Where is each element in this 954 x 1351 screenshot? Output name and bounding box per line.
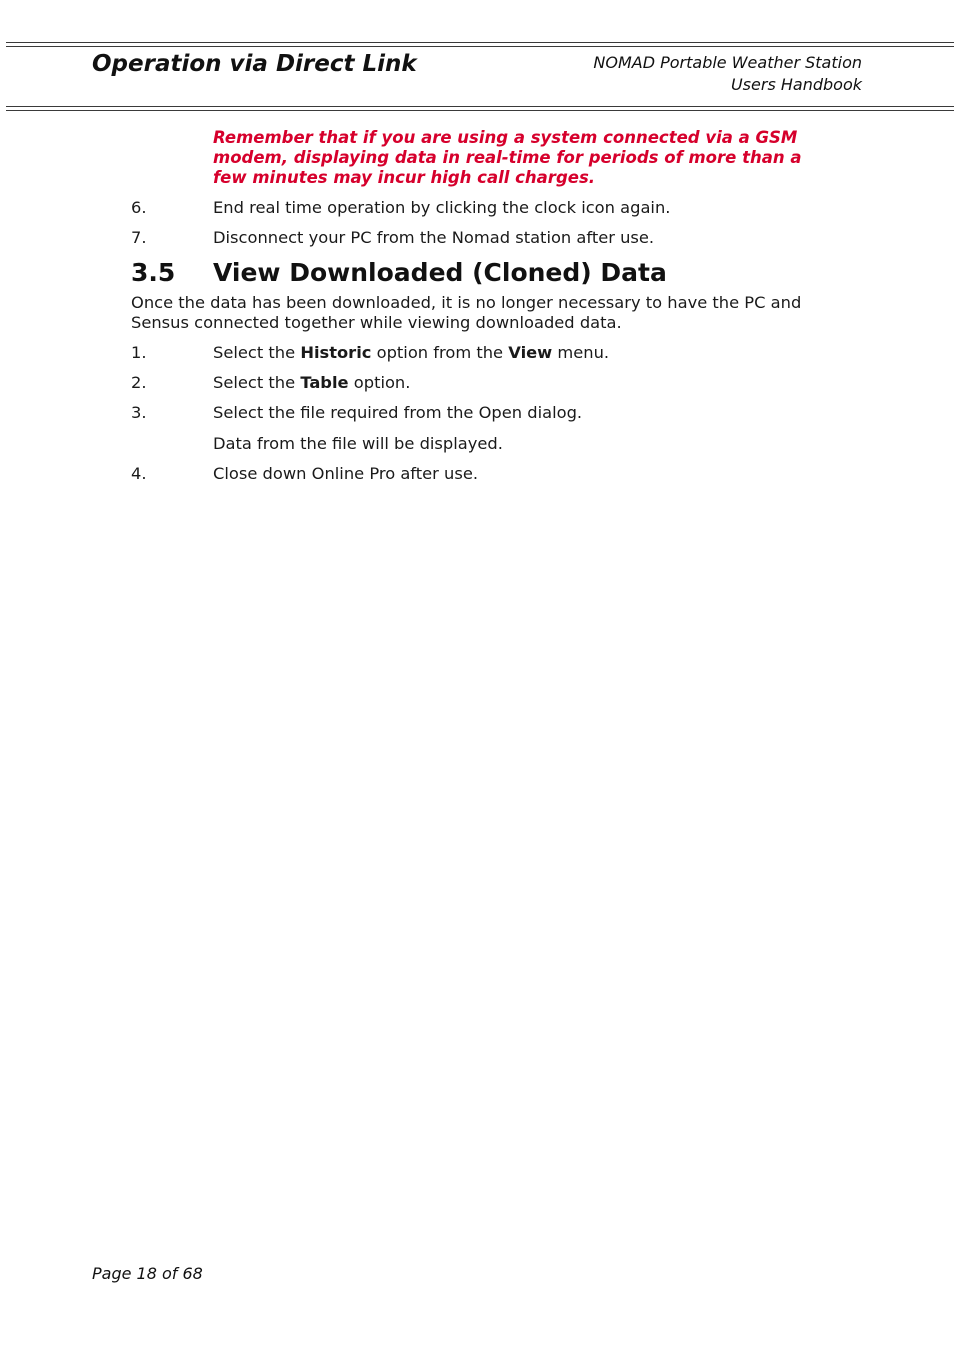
step-note: Data from the file will be displayed.: [213, 434, 503, 453]
list-item-number: 3.: [131, 403, 147, 422]
section-heading: [131, 258, 667, 287]
page-number: Page 18 of 68: [92, 1264, 203, 1283]
list-item-text: Disconnect your PC from the Nomad station after use.: [213, 228, 655, 247]
list-item-number: 2.: [131, 373, 147, 392]
list-item-text: Close down Online Pro after use.: [213, 464, 479, 483]
list-item-text: Select the file required from the Open dialog.: [213, 403, 583, 422]
document-name: Users Handbook: [730, 75, 862, 94]
section-title: View Downloaded (Cloned) Data: [213, 258, 667, 287]
list-item-text: Select the Historic option from the View menu.: [213, 343, 610, 362]
header-rule-bottom: [6, 106, 954, 107]
header-rule-top: [6, 42, 954, 43]
menu-view: View: [508, 343, 553, 362]
list-item-number: 1.: [131, 343, 147, 362]
header-rule-bottom-inner: [6, 110, 954, 111]
section-intro: Once the data has been downloaded, it is no longer necessary to have the PC and Sensus connected together while viewing downloaded data.: [131, 293, 802, 332]
gsm-warning-note: Remember that if you are using a system connected via a GSM modem, displaying data in real-time for periods of more than a few minutes may incur high call charges.: [213, 128, 802, 187]
list-item-text: Select the Table option.: [213, 373, 411, 392]
menu-option-historic: Historic: [300, 343, 372, 362]
product-name: NOMAD Portable Weather Station: [593, 53, 862, 72]
option-table: Table: [300, 373, 349, 392]
list-item-text: End real time operation by clicking the clock icon again.: [213, 198, 671, 217]
page-header-doc-info: [593, 52, 862, 96]
list-item-number: 4.: [131, 464, 147, 483]
list-item-number: 7.: [131, 228, 147, 247]
page-header-title: Operation via Direct Link: [92, 51, 417, 77]
list-item-number: 6.: [131, 198, 147, 217]
section-number: 3.5: [131, 258, 176, 287]
header-rule-top-inner: [6, 46, 954, 47]
